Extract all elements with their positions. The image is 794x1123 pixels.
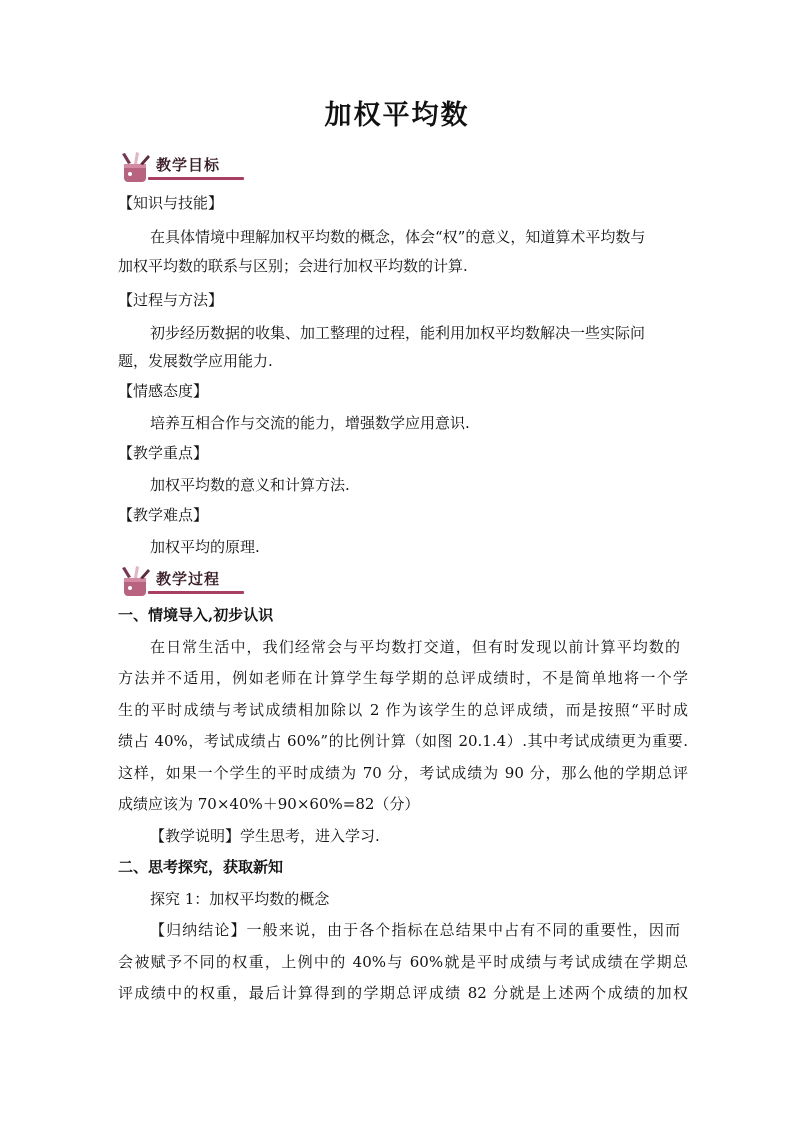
section-header-teaching-process: [118, 566, 243, 596]
section-header-label: 教学过程: [156, 570, 221, 588]
subheading-attitude: 【情感态度】: [118, 382, 209, 400]
section-header-label: 教学目标: [156, 156, 221, 174]
paragraph-line: 加权平均数的意义和计算方法.: [150, 476, 350, 494]
paragraph-line: 加权平均的原理.: [150, 538, 260, 556]
subheading-process: 【过程与方法】: [118, 291, 224, 309]
paragraph-line: 在日常生活中，我们经常会与平均数打交道，但有时发现以前计算平均数的: [150, 638, 680, 656]
paragraph-line: 初步经历数据的收集、加工整理的过程，能利用加权平均数解决一些实际问: [150, 324, 646, 342]
paragraph-line: 方法并不适用，例如老师在计算学生每学期的总评成绩时，不是简单地将一个学: [118, 669, 688, 687]
section-underline: [148, 177, 244, 180]
paragraph-line: 探究 1：加权平均数的概念: [150, 890, 330, 908]
paragraph-line: 绩占 40%，考试成绩占 60%”的比例计算（如图 20.1.4）.其中考试成绩更为重要.: [118, 732, 688, 750]
section-header-teaching-goals: [118, 152, 243, 182]
paragraph-line: 这样，如果一个学生的平时成绩为 70 分，考试成绩为 90 分，那么他的学期总评: [118, 764, 688, 782]
paragraph-line: 成绩应该为 70×40%＋90×60%=82（分）: [118, 795, 420, 813]
paragraph-line: 生的平时成绩与考试成绩相加除以 2 作为该学生的总评成绩，而是按照“平时成: [118, 701, 688, 719]
paragraph-line: 评成绩中的权重，最后计算得到的学期总评成绩 82 分就是上述两个成绩的加权: [118, 984, 688, 1002]
heading-scenario-intro: 一、情境导入,初步认识: [118, 606, 274, 624]
paragraph-line: 培养互相合作与交流的能力，增强数学应用意识.: [150, 414, 470, 432]
paragraph-line: 题，发展数学应用能力.: [118, 352, 273, 370]
subheading-knowledge: 【知识与技能】: [118, 194, 224, 212]
subheading-difficulties: 【教学难点】: [118, 506, 209, 524]
teaching-note: 【教学说明】学生思考，进入学习.: [150, 827, 380, 845]
paragraph-line: 加权平均数的联系与区别；会进行加权平均数的计算.: [118, 257, 468, 275]
paragraph-line: 【归纳结论】一般来说，由于各个指标在总结果中占有不同的重要性，因而: [150, 921, 680, 939]
heading-explore: 二、思考探究，获取新知: [118, 858, 284, 876]
section-underline: [148, 591, 244, 594]
subheading-key-points: 【教学重点】: [118, 444, 209, 462]
paragraph-line: 在具体情境中理解加权平均数的概念，体会“权”的意义，知道算术平均数与: [150, 228, 646, 246]
paragraph-line: 会被赋予不同的权重，上例中的 40%与 60%就是平时成绩与考试成绩在学期总: [118, 953, 688, 971]
page-title: 加权平均数: [324, 100, 470, 131]
